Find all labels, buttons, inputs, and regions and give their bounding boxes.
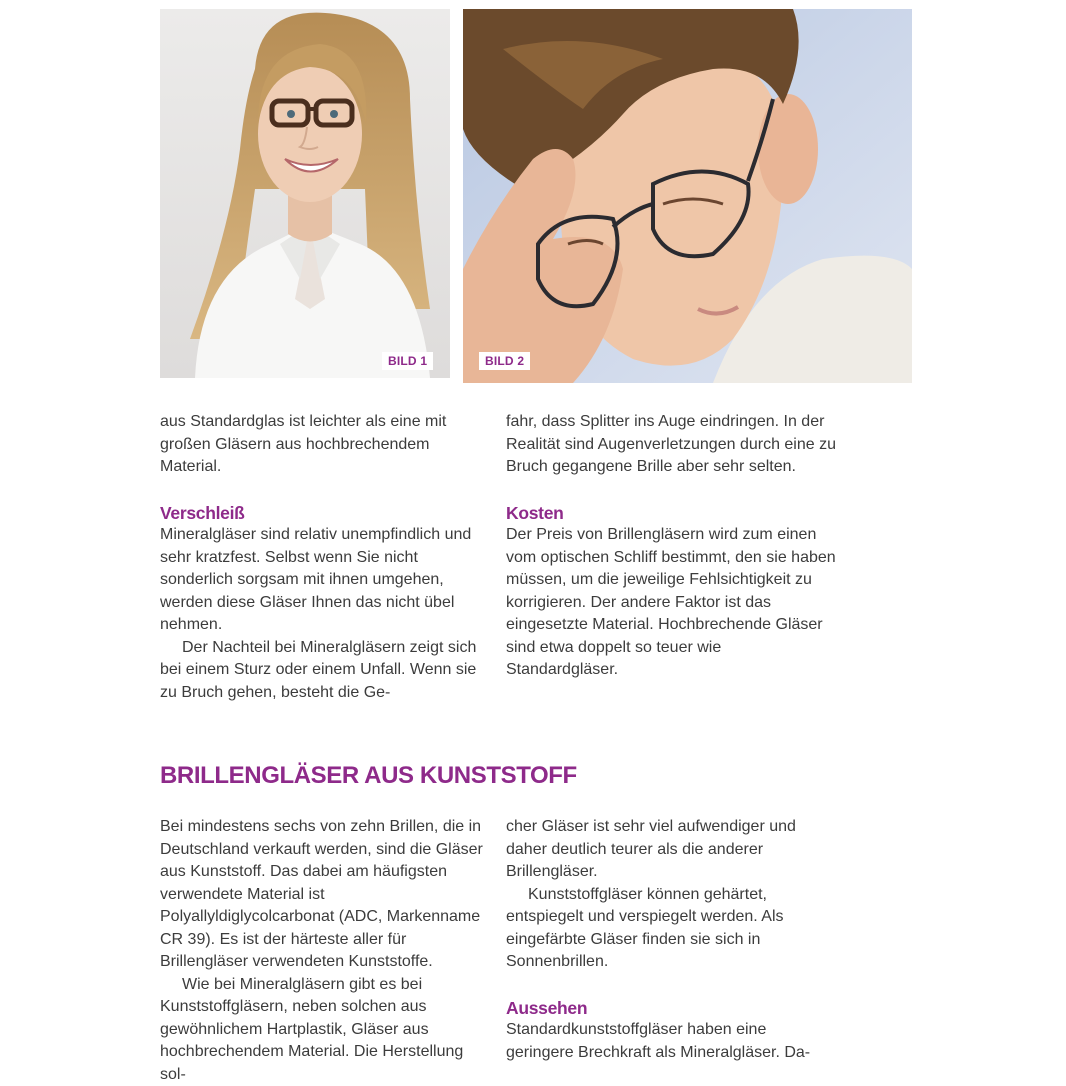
paragraph: Standardkunststoffgläser haben eine geringere Brechkraft als Mineralgläser. Da- [506, 1019, 836, 1064]
photo-boy-with-glasses [463, 9, 912, 383]
image-label-1: BILD 1 [382, 352, 433, 370]
boy-illustration [463, 9, 912, 383]
paragraph: Der Nachteil bei Mineralgläsern zeigt sich bei einem Sturz oder einem Unfall. Wenn sie zu Bruch gehen, besteht die Ge- [160, 637, 490, 705]
subheading-verschleiss: Verschleiß [160, 502, 490, 525]
paragraph: Kunststoffgläser können gehärtet, entspiegelt und verspiegelt werden. Als eingefärbte Gläser finden sie sich in Sonnenbrillen. [506, 884, 836, 974]
photo-woman-with-glasses [160, 9, 450, 378]
subheading-aussehen: Aussehen [506, 997, 836, 1020]
paragraph: Bei mindestens sechs von zehn Brillen, die in Deutschland verkauft werden, sind die Gläser aus Kunststoff. Das dabei am häufigsten verwendete Material ist Polyallyldiglycolcarbonat (ADC, Markenname CR 39). Es ist der härteste aller für Brillengläser verwendeten Kunststoffe. [160, 816, 490, 974]
text-column-right-bottom [506, 816, 836, 1064]
text-column-right-top [506, 411, 836, 682]
paragraph: fahr, dass Splitter ins Auge eindringen. In der Realität sind Augenverletzungen durch eine zu Bruch gegangene Brille aber sehr selten. [506, 411, 836, 479]
paragraph: Mineralgläser sind relativ unempfindlich und sehr kratzfest. Selbst wenn Sie nicht sonderlich sorgsam mit ihnen umgehen, werden diese Gläser Ihnen das nicht übel nehmen. [160, 524, 490, 637]
subheading-kosten: Kosten [506, 502, 836, 525]
section-title: BRILLENGLÄSER AUS KUNSTSTOFF [160, 762, 577, 790]
text-column-left-top [160, 411, 490, 704]
image-label-2: BILD 2 [479, 352, 530, 370]
woman-illustration [160, 9, 450, 378]
paragraph: Der Preis von Brillengläsern wird zum einen vom optischen Schliff bestimmt, den sie haben müssen, um die jeweilige Fehlsichtigkeit zu korrigieren. Der andere Faktor ist das eingesetzte Material. Hochbrechende Gläser sind etwa doppelt so teuer wie Standardgläser. [506, 524, 836, 682]
paragraph: aus Standardglas ist leichter als eine mit großen Gläsern aus hochbrechendem Material. [160, 411, 490, 479]
text-column-left-bottom [160, 816, 490, 1086]
paragraph: Wie bei Mineralgläsern gibt es bei Kunststoffgläsern, neben solchen aus gewöhnlichem Hartplastik, Gläser aus hochbrechendem Material. Die Herstellung sol- [160, 974, 490, 1086]
paragraph: cher Gläser ist sehr viel aufwendiger und daher deutlich teurer als die anderer Brillengläser. [506, 816, 836, 884]
